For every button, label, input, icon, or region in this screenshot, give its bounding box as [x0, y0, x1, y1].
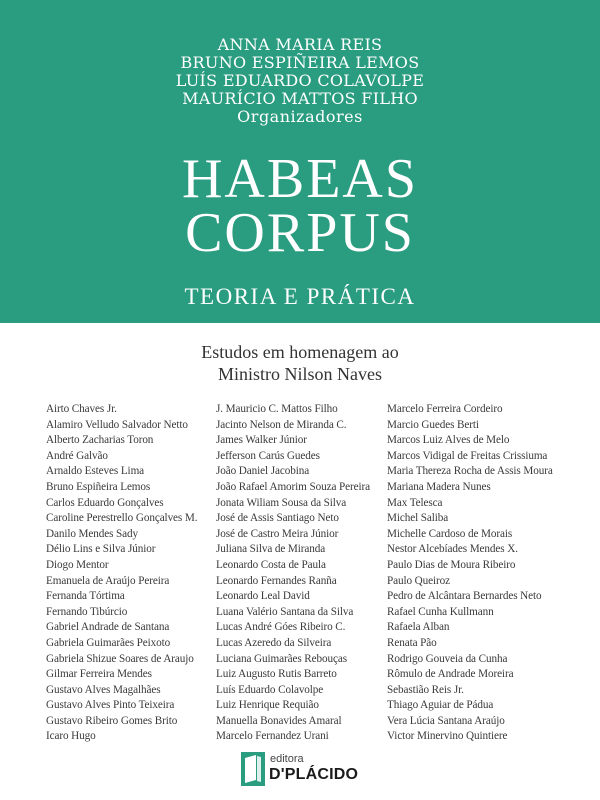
homage-line: Estudos em homenagem ao [201, 342, 399, 362]
author-name: Fernanda Tórtima [46, 590, 125, 603]
author-name: Juliana Silva de Miranda [216, 543, 326, 556]
author-name: Michelle Cardoso de Morais [387, 527, 513, 540]
author-name: Victor Minervino Quintiere [387, 730, 508, 743]
author-name: João Daniel Jacobina [216, 465, 310, 478]
author-name: Maria Thereza Rocha de Assis Moura [387, 465, 553, 478]
author-name: José de Assis Santiago Neto [216, 512, 339, 525]
author-name: James Walker Júnior [216, 434, 307, 447]
author-name: Rafael Cunha Kullmann [387, 605, 494, 618]
book-logo-icon [241, 752, 265, 786]
author-name: Mariana Madera Nunes [387, 480, 491, 493]
author-name: Caroline Perestrello Gonçalves M. [46, 512, 198, 525]
author-name: Thiago Aguiar de Pádua [387, 699, 494, 712]
author-name: Airto Chaves Jr. [46, 403, 117, 415]
author-name: Marcelo Fernandez Urani [216, 730, 329, 743]
author-name: Rafaela Alban [387, 621, 450, 634]
editors-block [0, 36, 600, 126]
author-name: Lucas André Góes Ribeiro C. [216, 621, 346, 634]
title-line: HABEAS [181, 148, 419, 210]
author-name: Jefferson Carús Guedes [216, 449, 320, 462]
author-name: Max Telesca [387, 496, 443, 509]
author-name: Michel Saliba [387, 512, 449, 525]
author-name: Gabriela Shizue Soares de Araujo [46, 652, 194, 665]
book-title [0, 148, 600, 264]
author-name: Luiz Augusto Rutis Barreto [216, 668, 337, 681]
author-name: Danilo Mendes Sady [46, 527, 139, 540]
author-name: Alamiro Velludo Salvador Netto [46, 418, 188, 431]
author-name: Jacinto Nelson de Miranda C. [216, 418, 347, 431]
author-name: João Rafael Amorim Souza Pereira [216, 480, 370, 493]
author-name: Vera Lúcia Santana Araújo [387, 714, 505, 727]
author-name: Alberto Zacharias Toron [46, 434, 154, 447]
author-name: Nestor Alcebíades Mendes X. [387, 543, 518, 556]
book-subtitle: TEORIA E PRÁTICA [184, 284, 416, 309]
author-name: Luciana Guimarães Rebouças [216, 652, 347, 665]
homage-line: Ministro Nilson Naves [218, 364, 382, 384]
homage-text [0, 341, 600, 385]
editor-name: LUÍS EDUARDO COLAVOLPE [175, 71, 425, 90]
authors-column-2 [216, 402, 370, 745]
author-name: Rodrigo Gouveia da Cunha [387, 652, 508, 665]
author-name: José de Castro Meira Júnior [216, 527, 339, 540]
author-name: Gabriel Andrade de Santana [46, 621, 170, 634]
author-name: Bruno Espiñeira Lemos [46, 480, 151, 493]
author-name: Icaro Hugo [46, 730, 96, 743]
editor-name: ANNA MARIA REIS [217, 35, 383, 54]
publisher-name-line1: editora [270, 753, 304, 765]
author-name: Diogo Mentor [46, 558, 109, 571]
publisher-logo [241, 752, 361, 788]
author-name: Marcos Luiz Alves de Melo [387, 434, 510, 447]
author-name: Renata Pão [387, 636, 437, 649]
author-name: Leonardo Costa de Paula [216, 558, 326, 571]
author-name: Arnaldo Esteves Lima [46, 465, 145, 478]
author-name: Leonardo Leal David [216, 590, 310, 603]
title-line: CORPUS [185, 202, 415, 264]
editor-name: BRUNO ESPIÑEIRA LEMOS [180, 53, 420, 72]
author-name: André Galvão [46, 449, 108, 462]
author-name: Jonata Wiliam Sousa da Silva [216, 496, 347, 509]
author-name: Paulo Queiroz [387, 574, 451, 587]
editor-name: MAURÍCIO MATTOS FILHO [182, 89, 418, 108]
author-name: Emanuela de Araújo Pereira [46, 574, 170, 587]
authors-column-1 [46, 402, 197, 745]
authors-list [0, 402, 600, 743]
editors-role: Organizadores [237, 107, 363, 126]
author-name: Gabriela Guimarães Peixoto [46, 636, 171, 649]
author-name: Lucas Azeredo da Silveira [216, 636, 332, 649]
author-name: Carlos Eduardo Gonçalves [46, 496, 164, 509]
author-name: Gustavo Alves Magalhães [46, 683, 161, 696]
author-name: J. Mauricio C. Mattos Filho [216, 403, 338, 415]
author-name: Manuella Bonavides Amaral [216, 714, 342, 727]
author-name: Marcos Vidigal de Freitas Crissiuma [387, 449, 548, 462]
author-name: Luana Valério Santana da Silva [216, 605, 354, 618]
author-name: Gustavo Ribeiro Gomes Brito [46, 714, 178, 727]
author-name: Pedro de Alcântara Bernardes Neto [387, 590, 542, 603]
author-name: Marcelo Ferreira Cordeiro [387, 403, 503, 415]
author-name: Luís Eduardo Colavolpe [216, 683, 324, 696]
author-name: Marcio Guedes Berti [387, 418, 479, 431]
author-name: Paulo Dias de Moura Ribeiro [387, 558, 516, 571]
author-name: Gilmar Ferreira Mendes [46, 668, 152, 681]
publisher-name-line2: D'PLÁCIDO [269, 766, 359, 783]
author-name: Gustavo Alves Pinto Teixeira [46, 699, 175, 712]
author-name: Leonardo Fernandes Ranña [216, 574, 337, 587]
author-name: Sebastião Reis Jr. [387, 683, 464, 696]
authors-column-3 [387, 402, 553, 745]
author-name: Délio Lins e Silva Júnior [46, 543, 156, 556]
author-name: Luiz Henrique Requião [216, 699, 319, 712]
cover-top-band [0, 0, 600, 323]
author-name: Fernando Tibúrcio [46, 605, 128, 618]
author-name: Rômulo de Andrade Moreira [387, 668, 514, 681]
